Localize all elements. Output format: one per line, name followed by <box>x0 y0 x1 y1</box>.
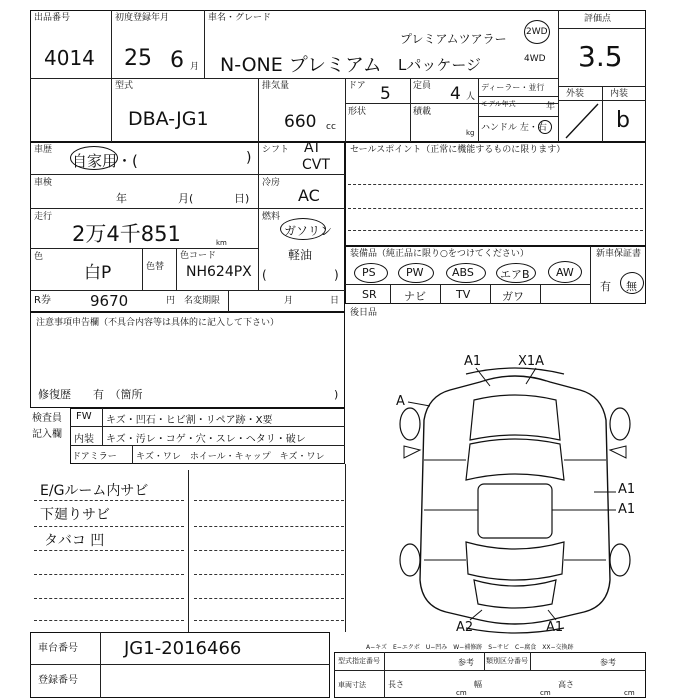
color-label: 色 <box>34 252 44 262</box>
inspector-row-head: ドアミラー <box>72 452 117 462</box>
score-value: 3.5 <box>578 40 623 73</box>
displacement-value: 660 <box>284 112 317 132</box>
exterior-label: 外装 <box>566 89 585 99</box>
divider <box>204 10 205 78</box>
divider <box>132 445 133 464</box>
cm-unit: cm <box>456 689 467 697</box>
divider <box>390 284 391 304</box>
divider <box>345 284 590 285</box>
mileage-label: 走行 <box>34 212 53 222</box>
fuel-alt: 軽油 <box>288 248 313 262</box>
shift-value-2: CVT <box>302 157 330 173</box>
doors-value: 5 <box>380 84 391 104</box>
note-line <box>34 574 184 575</box>
equipment-abs: ABS <box>452 266 474 279</box>
car-diagram <box>380 360 650 640</box>
divider <box>345 464 346 632</box>
inspector-row-text: キズ・凹石・ヒビ割・リペア跡・X要 <box>106 415 273 426</box>
seats-value: 4 <box>450 84 461 104</box>
type-designation-label: 型式指定番号 <box>338 657 380 665</box>
inspector-label-2: 記入欄 <box>32 429 62 440</box>
inspector-row-text: キズ・汚レ・コゲ・穴・スレ・ヘタリ・破レ <box>106 434 306 445</box>
chassis-value: JG1-2016466 <box>124 638 242 659</box>
fuel-label: 燃料 <box>262 212 281 222</box>
divider <box>258 78 259 142</box>
seats-label: 定員 <box>413 81 432 91</box>
recycle-unit: 円 <box>166 296 176 306</box>
year-unit: 年 <box>546 102 556 112</box>
note-line <box>34 620 184 621</box>
equipment-pw-circle <box>398 263 434 283</box>
category-label: 類別区分番号 <box>486 657 528 665</box>
divider <box>176 248 177 290</box>
color-code-value: NH624PX <box>186 264 252 280</box>
paren-close: ) <box>334 268 339 282</box>
divider <box>30 664 330 665</box>
equipment-tv: TV <box>456 288 471 301</box>
note-line <box>194 550 344 551</box>
model-year-label: モデル年式 <box>481 100 516 108</box>
inspector-label-1: 検査員 <box>32 413 62 424</box>
note-line <box>194 598 344 599</box>
note-line <box>34 526 184 527</box>
inspection-year: 年 <box>116 192 127 205</box>
shape-label: 形状 <box>348 107 367 117</box>
inspector-row-head: 内装 <box>74 434 94 445</box>
divider <box>30 208 345 209</box>
grade-name: Lパッケージ <box>398 56 482 74</box>
equipment-airbag: エアB <box>500 268 530 281</box>
equipment-sr: SR <box>362 288 377 301</box>
fuel-value: ガソリン <box>284 224 333 238</box>
handle-right-circle <box>538 120 552 134</box>
lot-value: 4014 <box>44 46 95 70</box>
note-line <box>194 574 344 575</box>
divider <box>484 652 485 670</box>
divider <box>142 248 143 290</box>
model-name: N-ONE プレミアム <box>220 54 382 76</box>
divider <box>410 78 411 142</box>
height-label: 高さ <box>558 680 574 689</box>
note-line <box>34 500 184 501</box>
dealer-label: ディーラー・並行 <box>481 83 545 92</box>
usage-close: ) <box>246 150 252 166</box>
divider <box>188 470 189 632</box>
equipment-airbag-circle <box>496 263 536 283</box>
note-line <box>34 550 184 551</box>
divider <box>258 142 259 290</box>
displacement-label: 排気量 <box>262 81 290 91</box>
width-label: 幅 <box>474 680 482 689</box>
name-change-month: 月 <box>284 296 294 306</box>
first-reg-month: 6 <box>170 48 184 73</box>
divider <box>558 28 646 29</box>
divider <box>334 670 646 671</box>
divider <box>30 290 345 291</box>
warranty-yes: 有 <box>600 280 611 293</box>
color-change-label: 色替 <box>146 262 165 272</box>
divider <box>345 78 346 142</box>
equipment-abs-circle <box>446 263 486 283</box>
model-grade-label: 車名・グレード <box>208 13 272 23</box>
interior-value: b <box>616 108 630 133</box>
displacement-unit: cc <box>326 122 336 132</box>
cm-unit: cm <box>540 689 551 697</box>
color-value: 白P <box>84 263 112 283</box>
ac-label: 冷房 <box>262 178 281 188</box>
note-line <box>34 598 184 599</box>
shift-value-1: AT <box>304 140 322 156</box>
paren-open: ( <box>262 268 267 282</box>
drive-4wd: 4WD <box>524 54 546 64</box>
name-change-day: 日 <box>330 296 340 306</box>
shift-label: シフト <box>262 145 290 155</box>
note-line <box>194 500 344 501</box>
model-code-label: 型式 <box>115 81 134 91</box>
sales-line <box>348 184 643 185</box>
divider <box>30 248 258 249</box>
new-car-title: 新車保証書 <box>596 249 642 259</box>
divider <box>384 652 385 698</box>
equipment-gawa: ガワ <box>502 290 524 303</box>
damage-mark: A2 <box>456 620 474 635</box>
equipment-ps: PS <box>362 266 376 279</box>
load-label: 積載 <box>413 107 432 117</box>
note-line <box>194 620 344 621</box>
drive-2wd: 2WD <box>526 27 548 37</box>
damage-mark: A <box>396 394 405 409</box>
handwritten-note: 下廻りサビ <box>40 507 110 523</box>
first-reg-label: 初度登録年月 <box>115 13 170 23</box>
color-code-label: 色コード <box>180 251 217 261</box>
usage-value: 自家用・( <box>72 152 138 170</box>
divider <box>478 96 558 97</box>
damage-mark: A1 <box>546 620 564 635</box>
sales-line <box>348 230 643 231</box>
usage-label: 車歴 <box>34 145 53 155</box>
warranty-no: 無 <box>626 280 637 293</box>
divider <box>540 284 541 304</box>
damage-mark: A1 <box>464 354 482 369</box>
name-change-label: 名変期限 <box>184 296 221 306</box>
divider <box>478 78 479 142</box>
divider <box>602 86 603 142</box>
notes-title: 注意事項申告欄（不具合内容等は具体的に記入して下さい） <box>36 318 280 328</box>
model-code: DBA-JG1 <box>128 108 209 130</box>
damage-mark: A1 <box>618 502 636 517</box>
sales-line <box>348 208 643 209</box>
handwritten-note: タバコ 凹 <box>44 533 105 549</box>
lot-label: 出品番号 <box>34 13 71 23</box>
sales-point-title: セールスポイント（正常に機能するものに限ります） <box>350 145 566 155</box>
equipment-navi: ナビ <box>404 290 426 303</box>
after-label: 後日品 <box>350 308 378 318</box>
recommended-label: 参考 <box>458 658 474 667</box>
usage-circle <box>70 146 118 170</box>
chassis-label: 車台番号 <box>38 643 78 654</box>
month-unit: 月 <box>190 62 200 72</box>
mileage-value: 2万4千851 <box>72 222 181 246</box>
mileage-unit: km <box>216 239 227 247</box>
divider <box>440 284 441 304</box>
recommended-label: 参考 <box>600 658 616 667</box>
doors-label: ドア <box>348 81 366 91</box>
divider <box>228 290 229 312</box>
equipment-aw-circle <box>548 261 582 283</box>
registration-label: 登録番号 <box>38 675 78 686</box>
divider <box>70 445 345 446</box>
warranty-no-circle <box>620 272 644 294</box>
divider <box>530 652 531 670</box>
divider <box>70 426 345 427</box>
inspector-row-text: キズ・ワレ ホイール・キャップ キズ・ワレ <box>136 452 325 462</box>
note-line <box>194 526 344 527</box>
load-unit: kg <box>466 129 475 137</box>
divider <box>102 408 103 445</box>
recycle-label: R券 <box>34 295 51 306</box>
damage-mark: X1A <box>518 354 545 369</box>
inspection-label: 車検 <box>34 178 53 188</box>
divider <box>558 10 559 142</box>
divider <box>30 174 345 175</box>
interior-label: 内装 <box>610 89 629 99</box>
equipment-ps-circle <box>354 263 388 283</box>
score-label: 評価点 <box>584 14 612 24</box>
inspection-month: 月( <box>178 192 194 205</box>
divider <box>490 284 491 304</box>
handle-label: ハンドル 左・右 <box>481 123 547 133</box>
damage-mark: A1 <box>618 482 636 497</box>
divider <box>111 10 112 142</box>
equipment-aw: AW <box>556 266 574 279</box>
divider <box>590 246 591 304</box>
ac-value: AC <box>298 186 320 205</box>
inspector-row-head: FW <box>76 411 92 422</box>
inspection-day: 日) <box>234 192 250 205</box>
seats-unit: 人 <box>466 92 476 102</box>
equipment-title: 装備品（純正品に限り○をつけてください） <box>350 249 529 259</box>
recycle-value: 9670 <box>90 292 129 310</box>
length-label: 長さ <box>388 680 404 689</box>
first-reg-year: 25 <box>124 46 152 71</box>
repair-label: 修復歴 有 （箇所 <box>38 388 143 401</box>
cm-unit: cm <box>624 689 635 697</box>
grade-note: プレミアムツアラー <box>400 32 507 46</box>
handwritten-note: E/Gルーム内サビ <box>40 483 149 499</box>
repair-close: ) <box>334 388 339 401</box>
equipment-pw: PW <box>406 266 424 279</box>
exterior-slash-icon <box>562 102 600 140</box>
divider <box>100 632 101 698</box>
diagram-legend: A−キズ E−エクボ U−凹み W−補修跡 S−サビ C−腐食 XX−交換跡 <box>366 644 574 651</box>
divider <box>478 116 558 117</box>
fuel-circle <box>280 218 326 240</box>
vehicle-size-label: 車両寸法 <box>338 681 366 689</box>
